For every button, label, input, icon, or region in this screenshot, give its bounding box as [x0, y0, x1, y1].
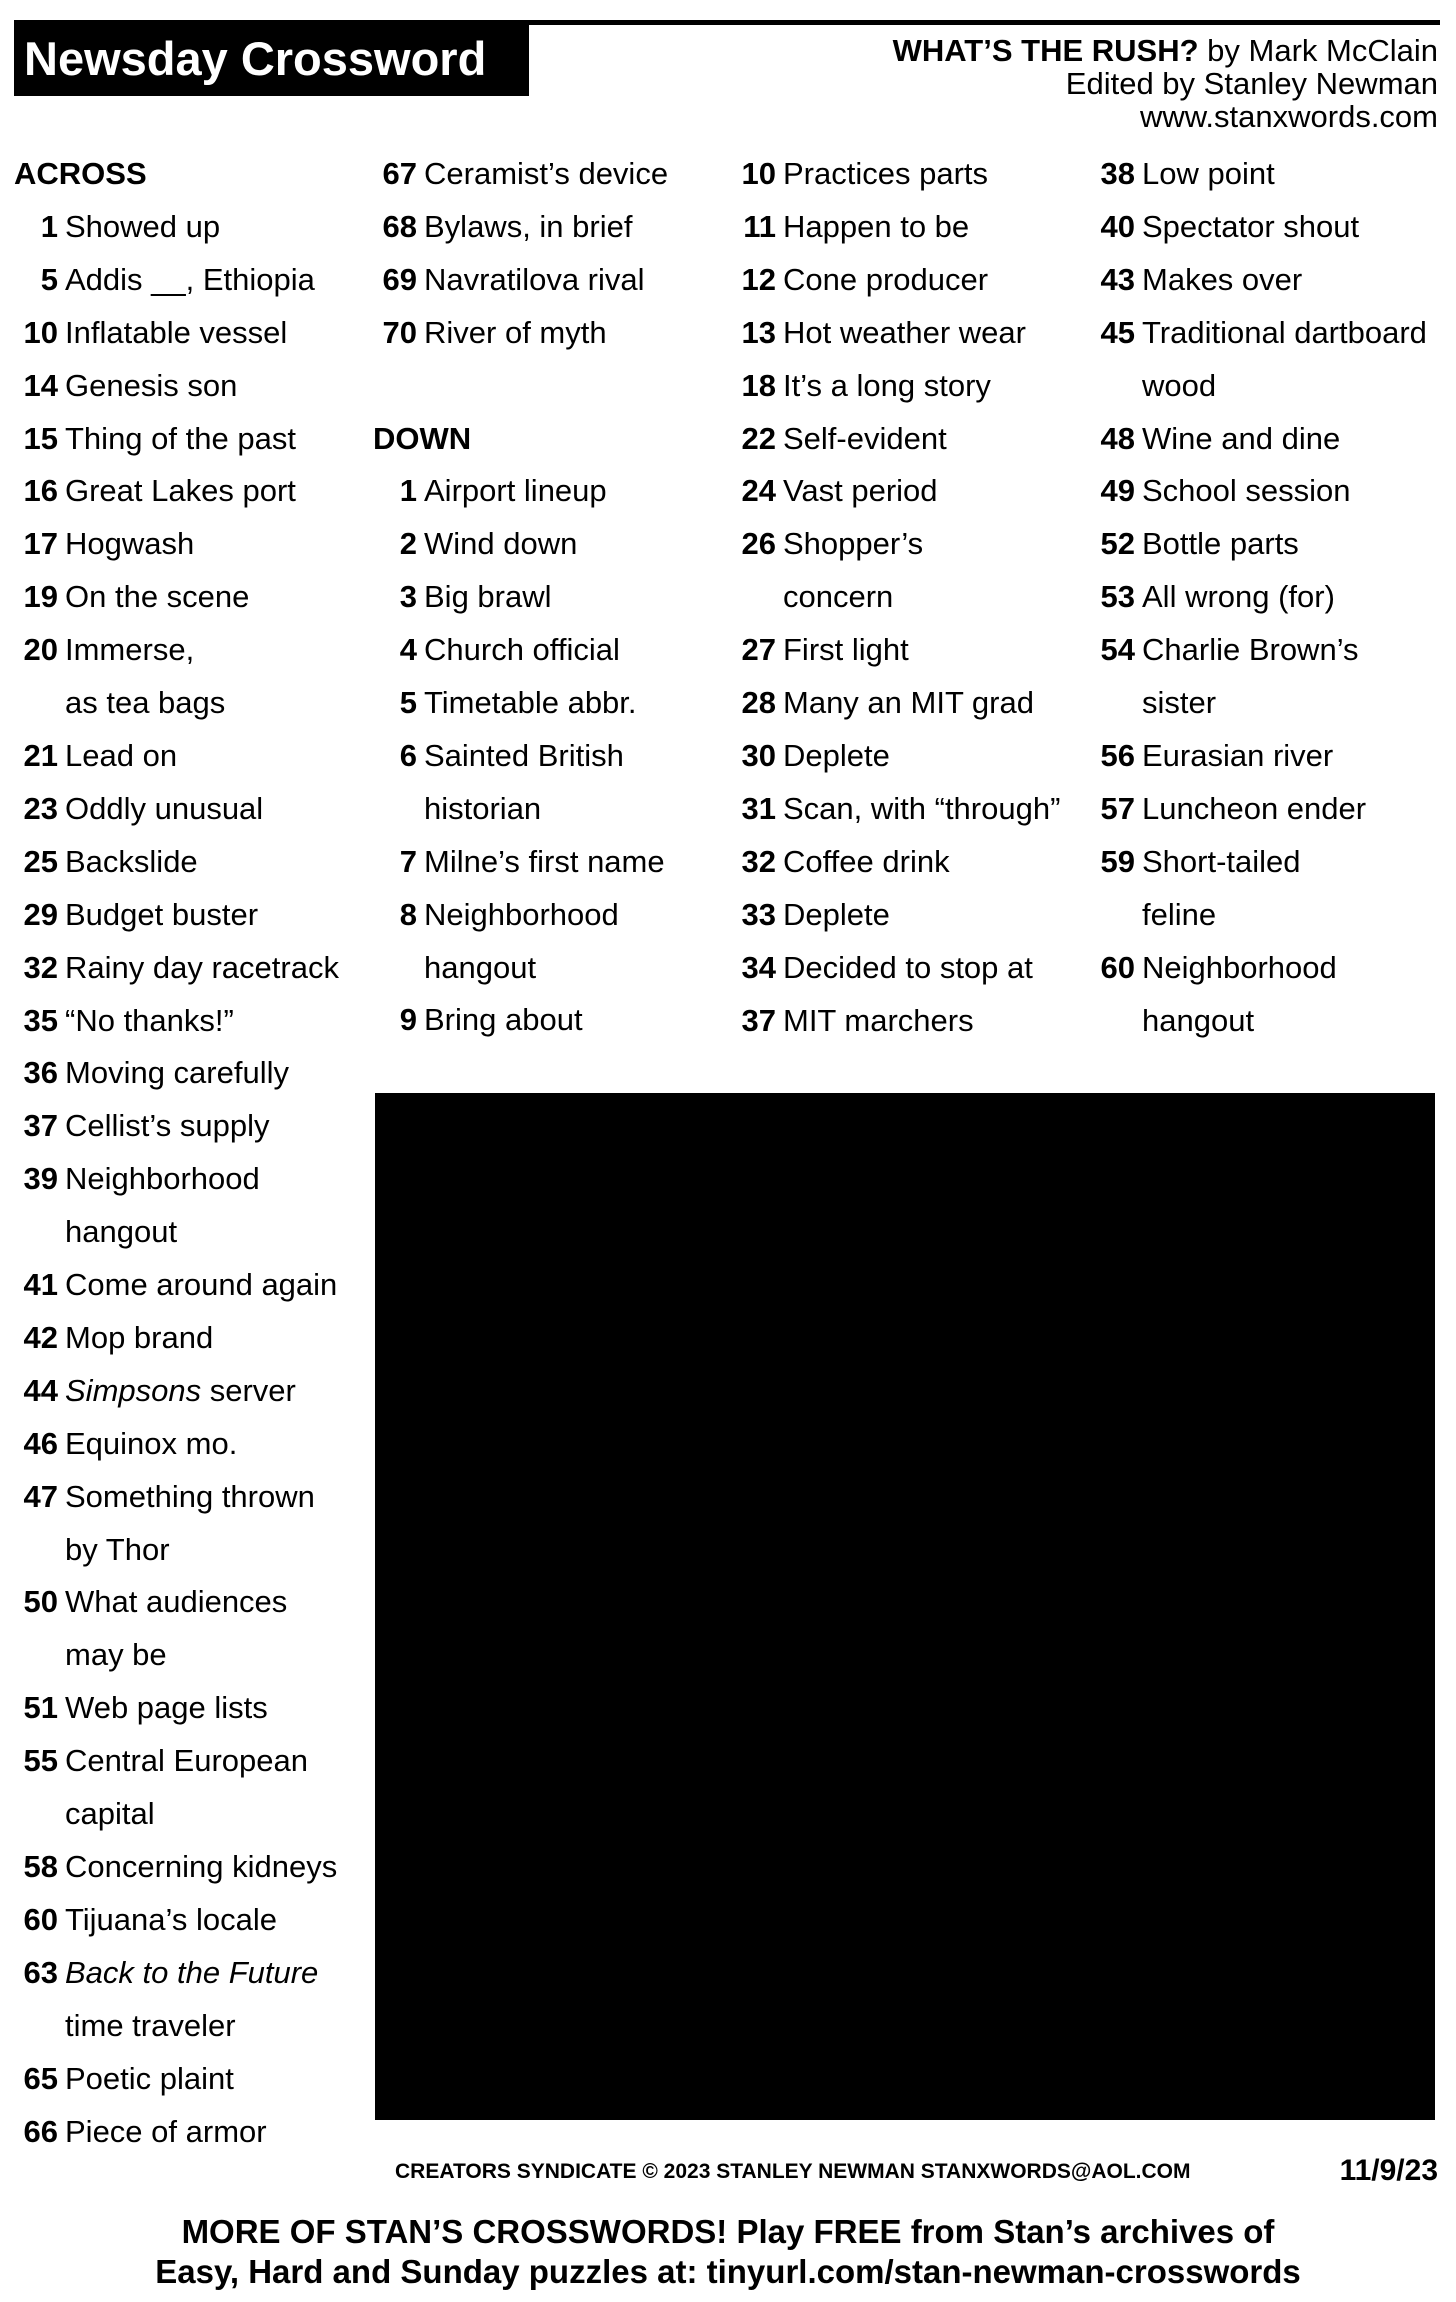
clue-number: 56 — [1100, 737, 1135, 773]
clue-number: 3 — [399, 579, 417, 615]
clue-text: Shopper’s — [783, 526, 924, 562]
clue-column-3 — [732, 148, 1060, 1047]
clue-text: Luncheon ender — [1142, 790, 1367, 826]
clue-number: 47 — [23, 1478, 58, 1514]
clue-item — [373, 730, 668, 783]
clue-text: River of myth — [424, 314, 607, 350]
clue-number: 39 — [23, 1161, 58, 1197]
copyright-credit: CREATORS SYNDICATE © 2023 STANLEY NEWMAN STANXWORDS@AOL.COM — [395, 2160, 1191, 2183]
clue-number: 50 — [23, 1584, 58, 1620]
clue-number: 32 — [741, 843, 776, 879]
clue-item — [373, 994, 668, 1047]
clue-text: hangout — [424, 949, 537, 985]
clue-item — [14, 1259, 339, 1312]
puzzle-date: 11/9/23 — [1339, 2154, 1438, 2187]
clue-item — [732, 307, 1060, 360]
clue-number: 30 — [741, 737, 776, 773]
clue-number: 11 — [743, 208, 776, 244]
clue-item — [732, 201, 1060, 254]
clue-number: 67 — [382, 156, 417, 191]
clue-text: time traveler — [65, 2007, 236, 2043]
clue-item — [373, 836, 668, 889]
clue-text: Wine and dine — [1142, 420, 1341, 456]
clue-item — [1091, 307, 1427, 360]
puzzle-byline-line — [893, 34, 1438, 67]
clue-number: 37 — [741, 1002, 776, 1038]
clue-text: Hogwash — [65, 526, 195, 562]
clue-number: 26 — [741, 526, 776, 562]
clue-number: 59 — [1100, 843, 1135, 879]
clue-number: 24 — [741, 473, 776, 509]
clue-text: hangout — [65, 1214, 178, 1250]
clue-text: by Thor — [65, 1531, 170, 1567]
clue-text: Practices parts — [783, 156, 989, 191]
clue-item — [1091, 783, 1427, 836]
clue-text: Central European — [65, 1743, 308, 1779]
clue-number: 27 — [741, 632, 776, 668]
clue-text: First light — [783, 632, 909, 668]
clue-number: 31 — [741, 790, 776, 826]
clue-text: What audiences — [65, 1584, 288, 1620]
clue-text: Showed up — [65, 208, 221, 244]
clue-number: 2 — [399, 526, 417, 562]
clue-text: Equinox mo. — [65, 1425, 238, 1461]
clue-text: Bring about — [424, 1002, 583, 1038]
clue-number: 38 — [1100, 156, 1135, 191]
clue-number: 45 — [1100, 314, 1135, 350]
clue-item — [14, 1365, 339, 1418]
clue-text: All wrong (for) — [1142, 579, 1335, 615]
clue-item — [373, 465, 668, 518]
clue-text: Deplete — [783, 896, 890, 932]
clue-continuation — [14, 677, 339, 730]
clue-item — [1091, 942, 1427, 995]
clue-text: Milne’s first name — [424, 843, 665, 879]
clue-column-4 — [1091, 148, 1427, 1047]
clue-item — [14, 836, 339, 889]
clue-text: Sainted British — [424, 737, 624, 773]
clue-text: Bottle parts — [1142, 526, 1299, 562]
clue-column-2 — [373, 148, 668, 1047]
clue-text: Church official — [424, 632, 620, 668]
promo-banner — [0, 2212, 1456, 2292]
clue-item — [14, 1841, 339, 1894]
clue-number: 4 — [399, 632, 417, 668]
clue-number: 55 — [23, 1743, 58, 1779]
across-heading: ACROSS — [14, 156, 147, 191]
clue-number: 68 — [382, 208, 417, 244]
clue-number: 70 — [382, 314, 417, 350]
clue-item — [14, 413, 339, 466]
clue-text: MIT marchers — [783, 1002, 974, 1038]
clue-number: 32 — [23, 949, 58, 985]
clue-number: 29 — [23, 896, 58, 932]
clue-continuation — [373, 942, 668, 995]
clue-item — [14, 571, 339, 624]
clue-text: wood — [1142, 367, 1217, 403]
clue-item — [373, 571, 668, 624]
clue-item — [14, 2106, 339, 2159]
clue-text: Rainy day racetrack — [65, 949, 339, 985]
clue-number: 10 — [23, 314, 58, 350]
clue-number: 40 — [1100, 208, 1135, 244]
clue-text: Happen to be — [783, 208, 970, 244]
clue-text: as tea bags — [65, 685, 226, 721]
clue-number: 69 — [382, 261, 417, 297]
clue-item — [14, 995, 339, 1048]
clue-item — [14, 730, 339, 783]
clue-number: 51 — [23, 1690, 58, 1726]
clue-text: Deplete — [783, 737, 890, 773]
clue-text: Neighborhood — [65, 1161, 260, 1197]
clue-text: capital — [65, 1796, 155, 1832]
clue-item — [373, 624, 668, 677]
clue-number: 19 — [23, 579, 58, 615]
clue-item — [1091, 518, 1427, 571]
clue-item — [732, 783, 1060, 836]
clue-number: 14 — [23, 367, 58, 403]
clue-number: 46 — [23, 1425, 58, 1461]
clue-text: Poetic plaint — [65, 2060, 234, 2096]
clue-item — [1091, 836, 1427, 889]
clue-item — [732, 518, 1060, 571]
clue-number: 12 — [741, 261, 776, 297]
clue-item — [732, 836, 1060, 889]
promo-line-1: MORE OF STAN’S CROSSWORDS! Play FREE from Stan’s archives of — [181, 2213, 1275, 2250]
clue-item — [732, 148, 1060, 201]
clue-item — [373, 889, 668, 942]
clue-text: On the scene — [65, 579, 250, 615]
clue-text: Coffee drink — [783, 843, 950, 879]
clue-text: Neighborhood — [1142, 949, 1337, 985]
clue-text: Low point — [1142, 156, 1275, 191]
clue-item — [373, 518, 668, 571]
clue-continuation — [14, 1206, 339, 1259]
clue-number: 5 — [40, 261, 58, 297]
clue-item — [14, 2053, 339, 2106]
clue-text: Traditional dartboard — [1142, 314, 1427, 350]
clue-continuation — [732, 571, 1060, 624]
clue-number: 41 — [23, 1267, 58, 1303]
clue-italic-text: Simpsons — [65, 1372, 202, 1408]
clue-text: Concerning kidneys — [65, 1849, 338, 1884]
clue-item — [14, 889, 339, 942]
clue-continuation — [373, 783, 668, 836]
clue-item — [14, 1153, 339, 1206]
clue-number: 66 — [23, 2113, 58, 2149]
clue-item — [14, 254, 339, 307]
clue-item — [1091, 465, 1427, 518]
clue-number: 25 — [23, 843, 58, 879]
clue-item — [14, 1735, 339, 1788]
clue-text: Cone producer — [783, 261, 989, 297]
clue-item — [14, 1312, 339, 1365]
clue-text: Something thrown — [65, 1478, 315, 1514]
clue-text: Great Lakes port — [65, 473, 296, 509]
clue-text: hangout — [1142, 1002, 1255, 1038]
clue-number: 63 — [23, 1954, 58, 1990]
clue-item — [14, 360, 339, 413]
clue-text: Budget buster — [65, 896, 259, 932]
clue-item — [14, 1047, 339, 1100]
clue-text: Spectator shout — [1142, 208, 1360, 244]
clue-number: 65 — [23, 2060, 58, 2096]
website-url: www.stanxwords.com — [1139, 99, 1438, 134]
clue-number: 5 — [399, 685, 417, 721]
clue-text: “No thanks!” — [65, 1002, 234, 1038]
clue-number: 58 — [23, 1849, 58, 1884]
clue-item — [1091, 730, 1427, 783]
clue-text: Piece of armor — [65, 2113, 267, 2149]
clue-text: Timetable abbr. — [424, 685, 637, 721]
clue-number: 20 — [23, 632, 58, 668]
clue-text: Neighborhood — [424, 896, 619, 932]
clue-item — [14, 1947, 339, 2000]
clue-item — [373, 307, 668, 360]
clue-text — [65, 1955, 318, 1990]
clue-item — [732, 677, 1060, 730]
clue-text: School session — [1142, 473, 1351, 509]
clue-text: feline — [1142, 896, 1217, 932]
clue-text: Short-tailed — [1142, 843, 1301, 879]
clue-item — [373, 254, 668, 307]
clue-text: Makes over — [1142, 261, 1303, 297]
clue-item — [14, 465, 339, 518]
clue-item — [14, 307, 339, 360]
clue-text: Lead on — [65, 737, 178, 773]
clue-number: 9 — [399, 1002, 417, 1038]
clue-text: Cellist’s supply — [65, 1108, 270, 1144]
clue-number: 7 — [399, 843, 417, 879]
clue-item — [373, 677, 668, 730]
clue-text: Eurasian river — [1142, 737, 1334, 773]
clue-item — [14, 1471, 339, 1524]
clue-item — [1091, 413, 1427, 466]
clue-item — [14, 624, 339, 677]
clue-item — [732, 942, 1060, 995]
clue-number: 60 — [1100, 949, 1135, 985]
clue-text: Scan, with “through” — [783, 790, 1061, 826]
page-title: Newsday Crossword — [14, 22, 529, 96]
clue-number: 15 — [23, 420, 58, 456]
clue-number: 42 — [23, 1319, 58, 1355]
clue-continuation — [14, 1629, 339, 1682]
clue-number: 23 — [23, 790, 58, 826]
clue-continuation — [1091, 995, 1427, 1048]
clue-text: sister — [1142, 685, 1217, 721]
clue-text: Airport lineup — [424, 473, 607, 509]
clue-number: 1 — [40, 208, 58, 244]
clue-number: 8 — [399, 896, 417, 932]
clue-item — [14, 1100, 339, 1153]
clue-number: 54 — [1100, 632, 1135, 668]
clue-number: 28 — [741, 685, 776, 721]
clue-text: Self-evident — [783, 420, 947, 456]
clue-continuation — [14, 2000, 339, 2053]
clue-text: Ceramist’s device — [424, 156, 669, 191]
clue-item — [732, 995, 1060, 1048]
clue-number: 35 — [23, 1002, 58, 1038]
clue-text: Tijuana’s locale — [65, 1901, 277, 1937]
clue-item — [373, 148, 668, 201]
clue-text: Wind down — [424, 526, 578, 562]
clue-number: 17 — [23, 526, 58, 562]
clue-text: Hot weather wear — [783, 314, 1026, 350]
clue-text: Navratilova rival — [424, 261, 645, 297]
clue-item — [14, 518, 339, 571]
clue-text: Vast period — [783, 473, 938, 509]
clue-item — [14, 1894, 339, 1947]
promo-line-2: Easy, Hard and Sunday puzzles at: tinyurl.com/stan-newman-crosswords — [155, 2253, 1301, 2290]
clue-item — [14, 201, 339, 254]
clue-number: 49 — [1100, 473, 1135, 509]
clue-italic-text: Back to the Future — [65, 1954, 319, 1990]
clue-text: Mop brand — [65, 1319, 214, 1355]
crossword-grid — [375, 1093, 1435, 2120]
clue-column-1 — [14, 148, 339, 2158]
clue-item — [732, 889, 1060, 942]
clue-number: 16 — [23, 473, 58, 509]
clue-number: 44 — [23, 1372, 58, 1408]
byline — [893, 34, 1438, 133]
clue-text: Thing of the past — [65, 420, 296, 456]
clue-number: 33 — [741, 896, 776, 932]
clue-item — [1091, 148, 1427, 201]
clue-number: 21 — [23, 737, 58, 773]
clue-text: Decided to stop at — [783, 949, 1033, 985]
clue-item — [14, 942, 339, 995]
clue-item — [1091, 254, 1427, 307]
clue-text: It’s a long story — [783, 367, 991, 403]
clue-item — [732, 730, 1060, 783]
clue-item — [732, 465, 1060, 518]
clue-number: 52 — [1100, 526, 1135, 562]
puzzle-author: by Mark McClain — [1207, 33, 1438, 68]
clue-text: Immerse, — [65, 632, 195, 668]
clue-number: 1 — [399, 473, 417, 509]
clue-number: 48 — [1100, 420, 1135, 456]
clue-item — [14, 1682, 339, 1735]
clue-text: may be — [65, 1637, 167, 1673]
clue-continuation — [14, 1788, 339, 1841]
clue-item — [1091, 624, 1427, 677]
clue-text: Backslide — [65, 843, 198, 879]
clue-number: 10 — [741, 156, 776, 191]
clue-text: Genesis son — [65, 367, 238, 403]
clue-text: Many an MIT grad — [783, 685, 1034, 721]
clue-text: Addis __, Ethiopia — [65, 261, 315, 297]
clue-text: Big brawl — [424, 579, 552, 615]
clue-item — [732, 254, 1060, 307]
clue-number: 43 — [1100, 261, 1135, 297]
down-heading: DOWN — [373, 420, 472, 456]
clue-number: 22 — [741, 420, 776, 456]
clue-continuation — [1091, 889, 1427, 942]
clue-item — [14, 1418, 339, 1471]
clue-item — [732, 360, 1060, 413]
clue-item — [373, 201, 668, 254]
clue-item — [1091, 571, 1427, 624]
clue-item — [1091, 201, 1427, 254]
section-spacer — [373, 360, 668, 413]
clue-continuation — [1091, 360, 1427, 413]
editor-credit: Edited by Stanley Newman — [1065, 66, 1438, 101]
clue-number: 36 — [23, 1055, 58, 1091]
clue-text: Inflatable vessel — [65, 314, 288, 350]
clue-number: 34 — [741, 949, 776, 985]
clue-number: 53 — [1100, 579, 1135, 615]
clue-item — [732, 624, 1060, 677]
clue-number: 60 — [23, 1901, 58, 1937]
clue-continuation — [14, 1524, 339, 1577]
clue-number: 18 — [741, 367, 776, 403]
puzzle-title: WHAT’S THE RUSH? — [892, 33, 1199, 68]
clue-item — [732, 413, 1060, 466]
clue-number: 37 — [23, 1108, 58, 1144]
clue-number: 6 — [399, 737, 417, 773]
clue-text: Charlie Brown’s — [1142, 632, 1359, 668]
clue-item — [14, 1576, 339, 1629]
clue-text: concern — [783, 579, 894, 615]
clue-number: 13 — [741, 314, 776, 350]
clue-item — [14, 783, 339, 836]
clue-text: Bylaws, in brief — [424, 208, 633, 244]
clue-text: Web page lists — [65, 1690, 268, 1726]
clue-continuation — [1091, 677, 1427, 730]
clue-text: Oddly unusual — [65, 790, 264, 826]
clue-text: Come around again — [65, 1267, 338, 1303]
clue-text: Simpsons server — [65, 1372, 296, 1408]
clue-number: 57 — [1100, 790, 1135, 826]
clue-text: Moving carefully — [65, 1055, 289, 1091]
clue-text: historian — [424, 790, 542, 826]
